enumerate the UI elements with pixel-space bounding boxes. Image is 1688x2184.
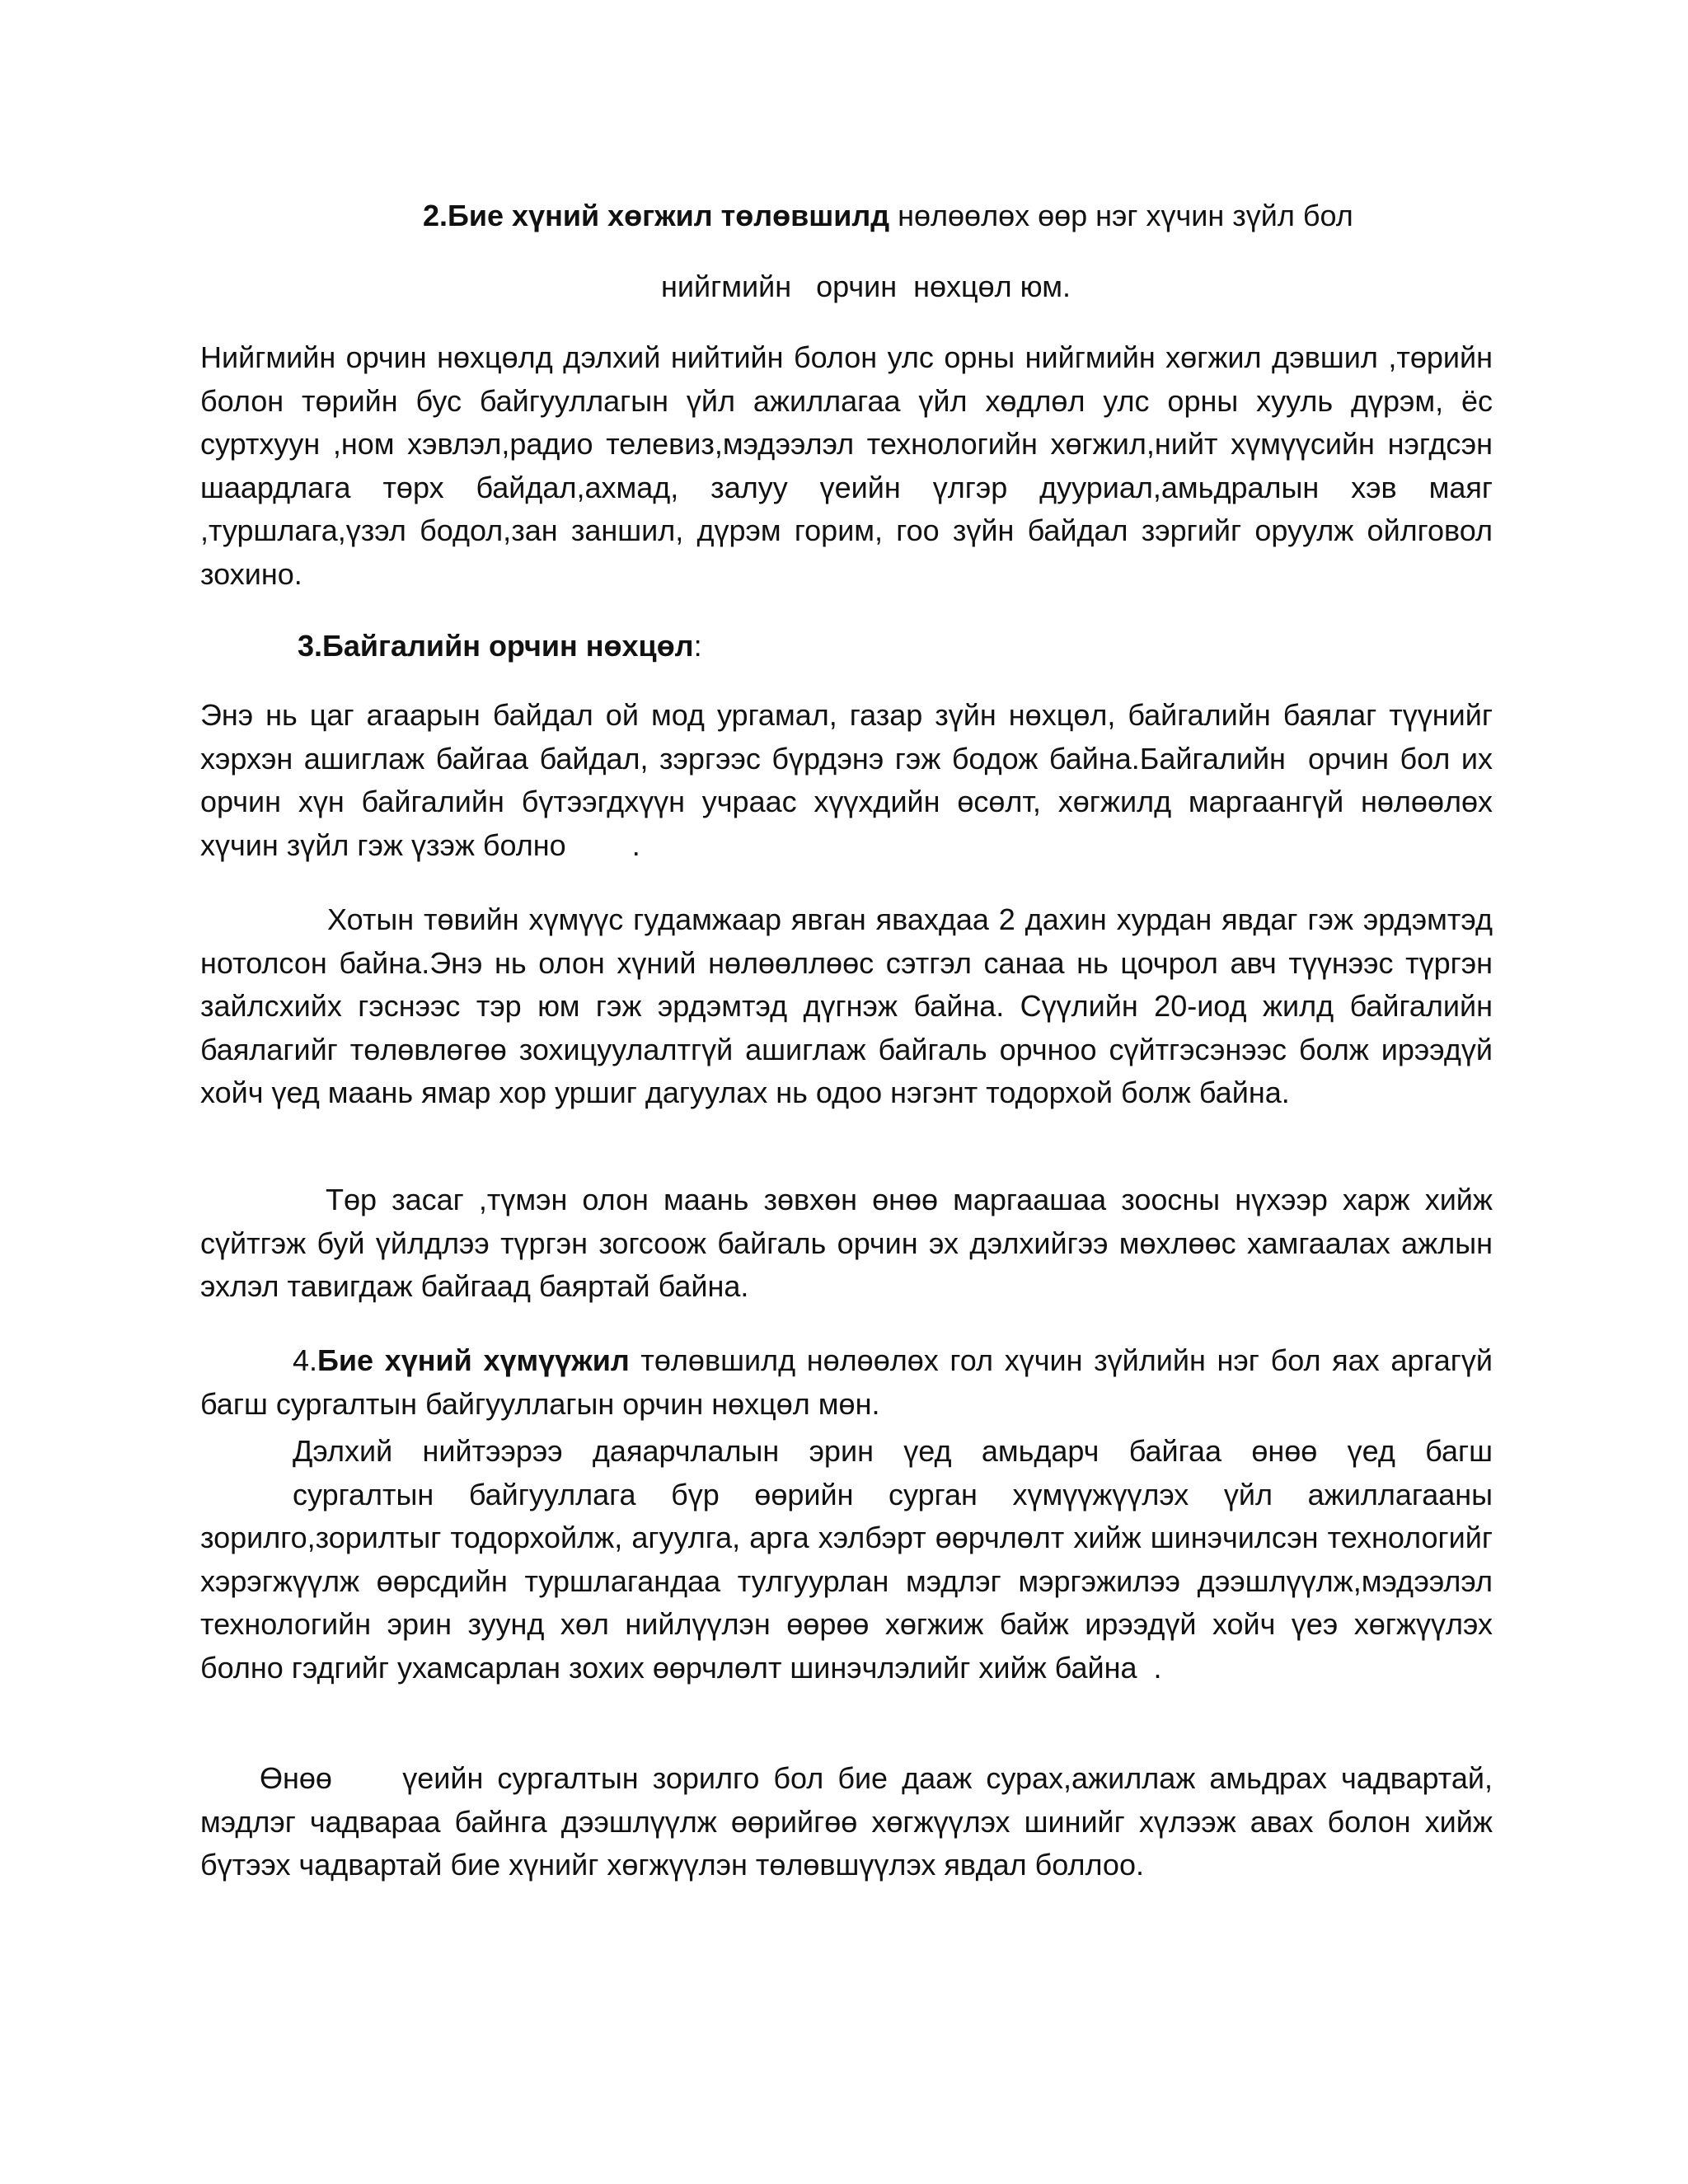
- section-2-heading-line2: нийгмийн орчин нөхцөл юм.: [661, 269, 1071, 303]
- paragraph-social-environment: Нийгмийн орчин нөхцөлд дэлхий нийтийн болон улс орны нийгмийн хөгжил дэвшил ,төрийн болон төрийн бус байгууллагын үйл ажиллагаа үйл хөдлөл улс орны хууль дүрэм, ёс суртхуун ,ном хэвлэл,радио телевиз,мэдээлэл технологийн хөгжил,нийт хүмүүсийн нэгдсэн шаардлага төрх байдал,ахмад, залуу үеийн үлгэр дууриал,амьдралын хэв маяг ,туршлага,үзэл бодол,зан заншил, дүрэм горим, гоо зүйн байдал зэргийг оруулж ойлговол зохино.: [200, 340, 1493, 591]
- paragraph-section-4: [200, 1339, 1493, 1426]
- section-4-number: 4.: [293, 1343, 318, 1377]
- section-4-text: төлөвшилд нөлөөлөх гол хүчин зүйлийн нэг бол яах аргагүй багш сургалтын байгууллагын орчин нөхцөл мөн.: [200, 1343, 1493, 1421]
- section-3-title-colon: :: [693, 629, 702, 663]
- section-4-title: Бие хүний хүмүүжил: [317, 1343, 630, 1377]
- paragraph-education: [200, 1430, 1502, 1690]
- section-2-heading: [423, 194, 1353, 237]
- section-2-title-rest: нөлөөлөх өөр нэг хүчин зүйл бол: [889, 199, 1353, 232]
- education-line-1: Дэлхий нийтээрээ даяарчлалын эрин үед амьдарч байгаа өнөө үед багш: [293, 1434, 1493, 1468]
- paragraph-today-education: Өнөө үеийн сургалтын зорилго бол бие дааж сурах,ажиллаж амьдрах чадвартай, мэдлэг чадвараа байнга дээшлүүлж өөрийгөө хөгжүүлэх шинийг хүлээж авах болон хийж бүтээх чадвартай бие хүнийг хөгжүүлэн төлөвшүүлэх явдал боллоо.: [200, 1761, 1510, 1882]
- paragraph-city-people: Хотын төвийн хүмүүс гудамжаар явган явахдаа 2 дахин хурдан явдаг гэж эрдэмтэд нотолсон байна.Энэ нь олон хүний нөлөөллөөс сэтгэл санаа нь цочрол авч түүнээс түргэн зайлсхийх гэснээс тэр юм гэж эрдэмтэд дүгнэж байна. Сүүлийн 20-иод жилд байгалийн баялагийг төлөвлөгөө зохицуулалтгүй ашиглаж байгаль орчноо сүйтгэсэнээс болж ирээдүй хойч үед маань ямар хор уршиг дагуулах нь одоо нэгэнт тодорхой болж байна.: [200, 902, 1493, 1109]
- paragraph-government: Төр засаг ,түмэн олон маань зөвхөн өнөө маргаашаа зоосны нүхээр харж хийж сүйтгэж буй үйлдлээ түргэн зогсоож байгаль орчин эх дэлхийгээ мөхлөөс хамгаалах ажлын эхлэл тавигдаж байгаад баяртай байна.: [200, 1183, 1493, 1303]
- section-3-heading: [298, 625, 702, 668]
- paragraph-natural-environment: Энэ нь цаг агаарын байдал ой мод ургамал, газар зүйн нөхцөл, байгалийн баялаг түүнийг хэрхэн ашиглаж байгаа байдал, зэргээс бүрдэнэ гэж бодож байна.Байгалийн орчин бол их орчин хүн байгалийн бүтээгдхүүн учраас хүүхдийн өсөлт, хөгжилд маргаангүй нөлөөлөх хүчин зүйл гэж үзэж болно .: [200, 698, 1502, 862]
- section-3-title: 3.Байгалийн орчин нөхцөл: [298, 629, 694, 663]
- education-text: зорилго,зорилтыг тодорхойлж, агуулга, арга хэлбэрт өөрчлөлт хийж шинэчилсэн технологийг хэрэгжүүлж өөрсдийн туршлагандаа тулгуурлан мэдлэг мэргэжилээ дээшлүүлж,мэдээлэл технологийн эрин зуунд хөл нийлүүлэн өөрөө хөгжиж байж ирээдүй хойч үеэ хөгжүүлэх болно гэдгийг ухамсарлан зохих өөрчлөлт шинэчлэлийг хийж байна .: [200, 1521, 1502, 1685]
- education-line-2: сургалтын байгууллага бүр өөрийн сурган хүмүүжүүлэх үйл ажиллагааны: [293, 1477, 1493, 1511]
- section-2-title: 2.Бие хүний хөгжил төлөвшилд: [423, 199, 890, 232]
